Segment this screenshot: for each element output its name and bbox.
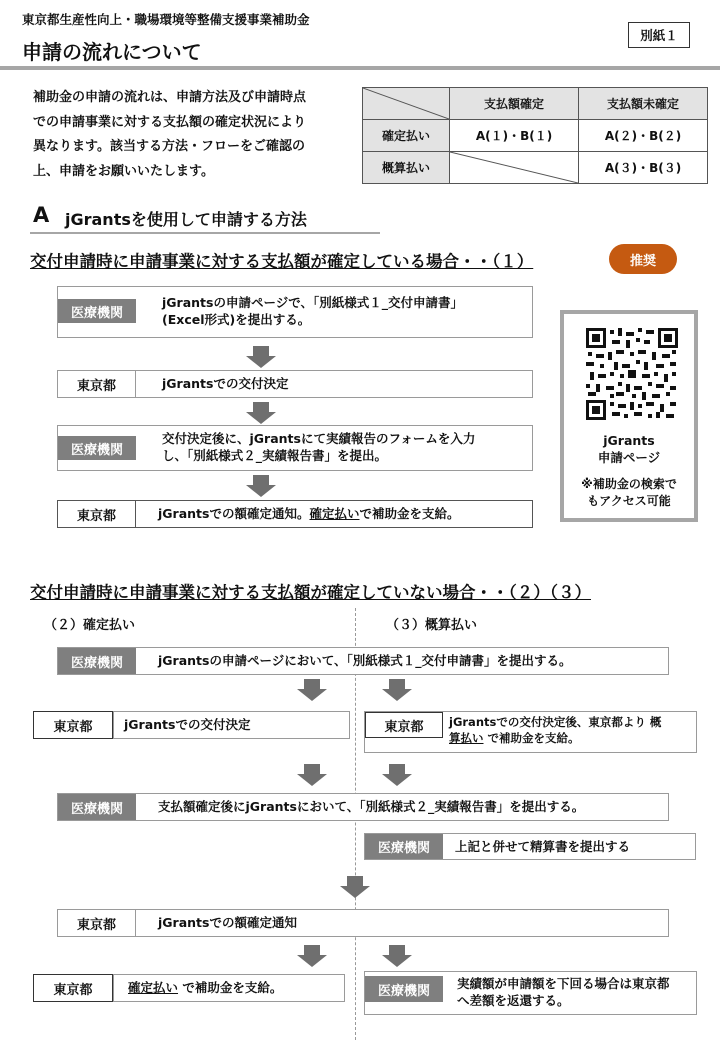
step-text: jGrantsでの交付決定後、東京都より 概 (449, 715, 662, 729)
column-label-fixed: （２）確定払い (44, 618, 136, 633)
section-title: jGrantsを使用して申請する方法 (65, 210, 307, 229)
case1-step1 (57, 286, 533, 338)
section-underline (30, 232, 380, 234)
step-text: jGrantsでの交付決定 (162, 376, 289, 391)
case2-step2-left (113, 711, 350, 739)
case2-step2-right (364, 711, 697, 753)
intro-text: 補助金の申請の流れは、申請方法及び申請時点 での申請事業に対する支払額の確定状況により 異なります。該当する方法・フローをご確認の 上、申請をお願いいたします。 (33, 90, 307, 179)
table-row-label-estimate: 概算払い (363, 152, 450, 184)
header-divider (0, 66, 720, 70)
down-arrow-icon (382, 764, 412, 786)
step-text: 確定払い で補助金を支給。 (128, 980, 283, 995)
case2-step3-right (364, 833, 696, 860)
column-label-estimate: （３）概算払い (386, 618, 478, 633)
page-title: 申請の流れについて (22, 40, 202, 64)
down-arrow-icon (297, 764, 327, 786)
down-arrow-icon (246, 402, 276, 424)
section-letter: A (33, 203, 50, 227)
qr-note: ※補助金の検索で もアクセス可能 (581, 477, 677, 508)
actor-tag: 東京都 (58, 501, 136, 527)
step-text: 上記と併せて精算書を提出する (455, 839, 631, 854)
step-text: し、「別紙様式２_実績報告書」を提出。 (162, 448, 388, 463)
payment-type-table (362, 87, 708, 184)
table-corner-cell (363, 88, 450, 120)
down-arrow-icon (382, 945, 412, 967)
step-text: jGrantsでの額確定通知 (158, 915, 297, 930)
step-text: jGrantsの申請ページで、「別紙様式１_交付申請書」 (162, 295, 463, 310)
case2-step5-left (113, 974, 345, 1002)
step-text: jGrantsでの交付決定 (124, 717, 251, 732)
down-arrow-icon (297, 679, 327, 701)
actor-tag-tokyo: 東京都 (33, 711, 113, 739)
table-row-label-fixed: 確定払い (363, 120, 450, 152)
table-header-confirmed: 支払額確定 (450, 88, 579, 120)
down-arrow-icon (297, 945, 327, 967)
case2-step4 (57, 909, 669, 937)
down-arrow-icon (246, 475, 276, 497)
step-text: へ差額を返還する。 (457, 993, 570, 1008)
down-arrow-icon (382, 679, 412, 701)
down-arrow-icon (246, 346, 276, 368)
attachment-label: 別紙１ (628, 22, 690, 48)
step-text: (Excel形式)を提出する。 (162, 312, 311, 327)
table-cell: A(３)・B(３) (579, 152, 708, 184)
actor-tag: 医療機関 (365, 834, 443, 859)
step-text: 算払い で補助金を支給。 (449, 731, 580, 745)
case2-heading: 交付申請時に申請事業に対する支払額が確定していない場合・・（２）（３） (30, 583, 591, 602)
step-text: 実績額が申請額を下回る場合は東京都 (457, 976, 670, 991)
case1-step3 (57, 425, 533, 471)
step-text: 支払額確定後にjGrantsにおいて、「別紙様式２_実績報告書」を提出する。 (158, 799, 585, 814)
qr-label: jGrants 申請ページ (597, 433, 661, 465)
actor-tag: 医療機関 (365, 976, 443, 1002)
step-text: jGrantsの申請ページにおいて、「別紙様式１_交付申請書」を提出する。 (158, 653, 572, 668)
qr-code-icon[interactable] (586, 328, 678, 420)
actor-tag: 東京都 (58, 910, 136, 936)
program-name: 東京都生産性向上・職場環境等整備支援事業補助金 (22, 12, 310, 27)
case2-step3 (57, 793, 669, 821)
step-text: 交付決定後に、jGrantsにて実績報告のフォームを入力 (162, 431, 476, 446)
case2-step1 (57, 647, 669, 675)
actor-tag: 医療機関 (58, 794, 136, 820)
recommended-badge: 推奨 (609, 244, 677, 274)
actor-tag: 東京都 (58, 371, 136, 397)
table-cell: A(２)・B(２) (579, 120, 708, 152)
actor-tag: 東京都 (365, 712, 443, 738)
table-header-unconfirmed: 支払額未確定 (579, 88, 708, 120)
actor-tag: 医療機関 (58, 648, 136, 674)
case2-step5-right (364, 971, 697, 1015)
down-arrow-icon (340, 876, 370, 898)
table-cell: A(１)・B(１) (450, 120, 579, 152)
table-cell-na (450, 152, 579, 184)
actor-tag: 医療機関 (58, 299, 136, 323)
case1-step4 (57, 500, 533, 528)
case1-step2 (57, 370, 533, 398)
qr-panel (560, 310, 698, 522)
step-text: jGrantsでの額確定通知。確定払いで補助金を支給。 (158, 506, 460, 521)
case1-heading: 交付申請時に申請事業に対する支払額が確定している場合・・（１） (30, 252, 534, 271)
actor-tag-tokyo: 東京都 (33, 974, 113, 1002)
actor-tag: 医療機関 (58, 436, 136, 460)
